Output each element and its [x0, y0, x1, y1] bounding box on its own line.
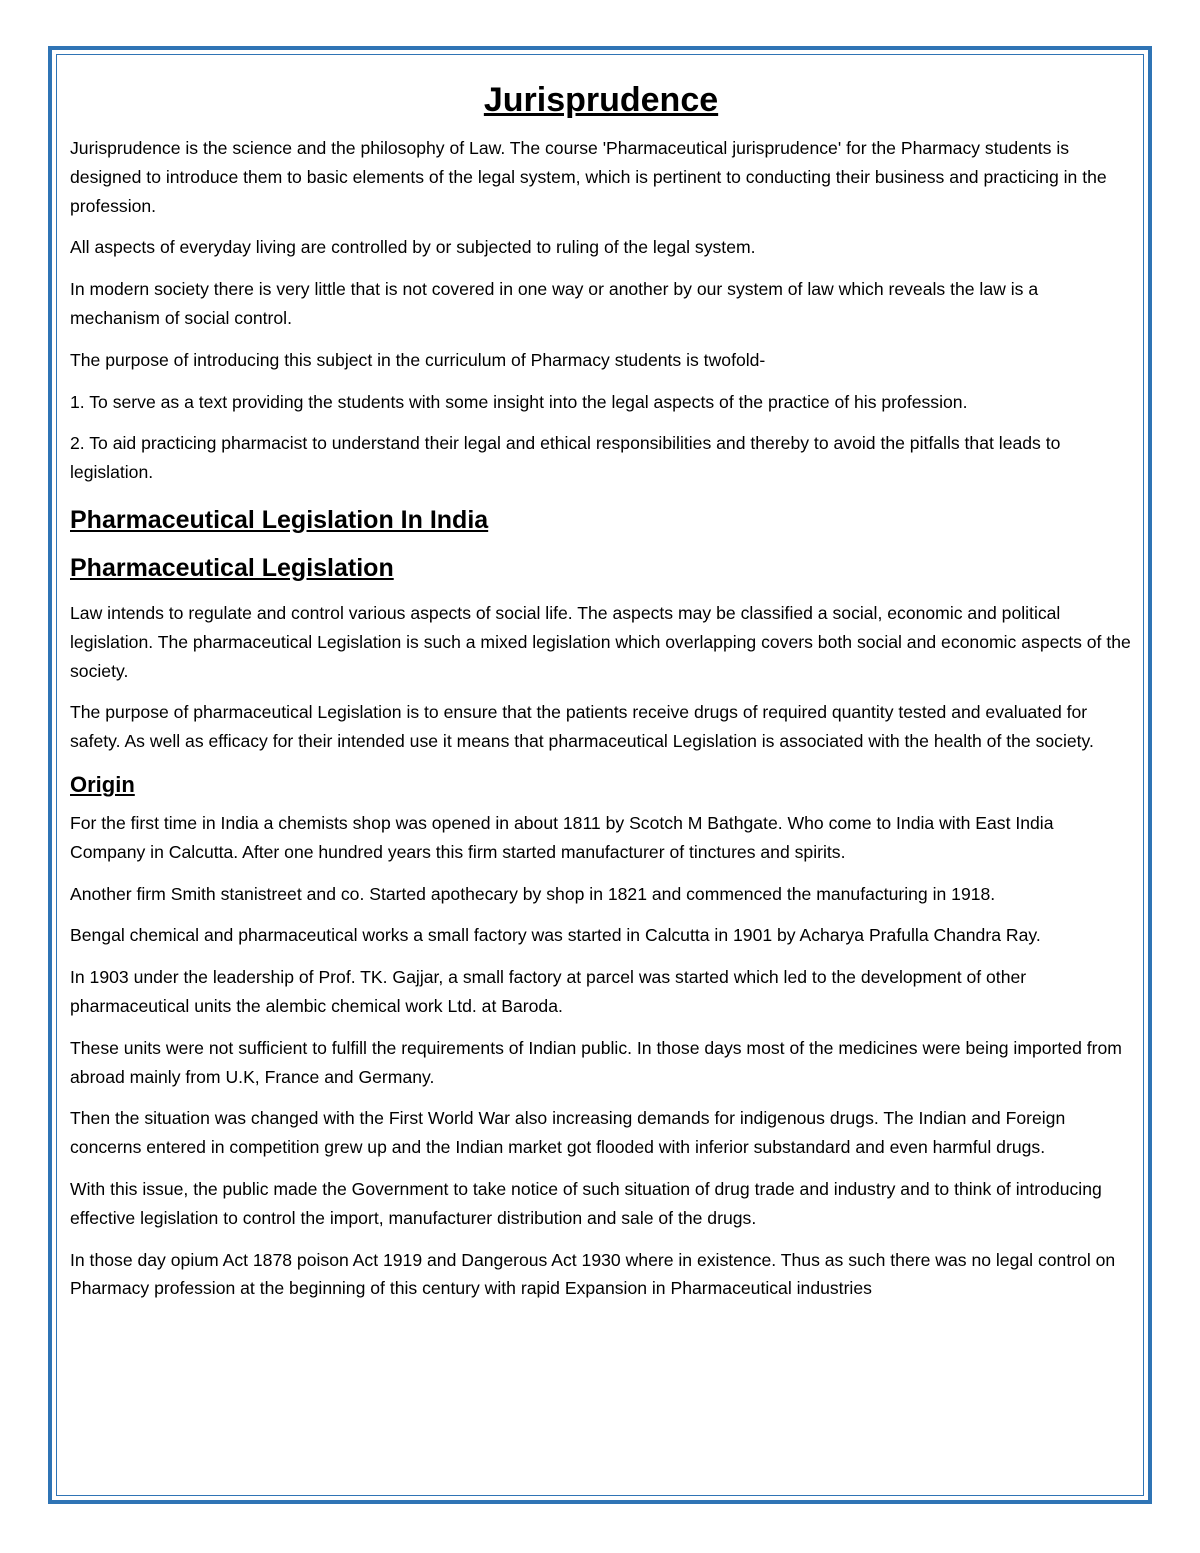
document-title: Jurisprudence: [483, 81, 719, 119]
paragraph-origin-1: For the first time in India a chemists shop was opened in about 1811 by Scotch M Bathgate. Who come to India with East India Company in Calcutta. After one hundred years this firm started manufacturer of tinctures and spirits.: [70, 812, 1054, 862]
paragraph-intro-6: 2. To aid practicing pharmacist to understand their legal and ethical responsibilities and thereby to avoid the pitfalls that leads to legislation.: [70, 433, 1061, 483]
paragraph-origin-4: In 1903 under the leadership of Prof. TK. Gajjar, a small factory at parcel was started which led to the development of other pharmaceutical units the alembic chemical work Ltd. at Baroda.: [70, 967, 1027, 1016]
paragraph-intro-4: The purpose of introducing this subject in the curriculum of Pharmacy students is twofold-: [70, 349, 766, 370]
paragraph-intro-2: All aspects of everyday living are controlled by or subjected to ruling of the legal system.: [70, 237, 756, 258]
paragraph-origin-3: Bengal chemical and pharmaceutical works a small factory was started in Calcutta in 1901 by Acharya Prafulla Chandra Ray.: [70, 925, 1041, 946]
heading-legislation-in-india: Pharmaceutical Legislation In India: [70, 505, 489, 534]
paragraph-origin-8: In those day opium Act 1878 poison Act 1919 and Dangerous Act 1930 where in existence. Thus as such there was no legal control on Pharmacy profession at the beginning of this century with rapid Expansion in Pharmaceutical industries: [70, 1249, 1116, 1299]
paragraph-legislation-1: Law intends to regulate and control various aspects of social life. The aspects may be classified a social, economic and political legislation. The pharmaceutical Legislation is such a mixed legislation which overlapping covers both social and economic aspects of the society.: [70, 602, 1131, 681]
paragraph-origin-7: With this issue, the public made the Government to take notice of such situation of drug trade and industry and to think of introducing effective legislation to control the import, manufacturer distribution and sale of the drugs.: [70, 1178, 1102, 1228]
document-body: [70, 78, 1132, 1316]
paragraph-legislation-2: The purpose of pharmaceutical Legislation is to ensure that the patients receive drugs of required quantity tested and evaluated for safety. As well as efficacy for their intended use it means that pharmaceutical Legislation is associated with the health of the society.: [70, 702, 1094, 752]
paragraph-intro-1: Jurisprudence is the science and the philosophy of Law. The course 'Pharmaceutical jurisprudence' for the Pharmacy students is designed to introduce them to basic elements of the legal system, which is pertinent to conducting their business and practicing in the profession.: [70, 138, 1107, 216]
paragraph-origin-2: Another firm Smith stanistreet and co. Started apothecary by shop in 1821 and commenced the manufacturing in 1918.: [70, 883, 996, 904]
paragraph-origin-6: Then the situation was changed with the First World War also increasing demands for indigenous drugs. The Indian and Foreign concerns entered in competition grew up and the Indian market got flooded with inferior substandard and even harmful drugs.: [70, 1108, 1066, 1158]
paragraph-intro-5: 1. To serve as a text providing the students with some insight into the legal aspects of the practice of his profession.: [70, 391, 968, 412]
heading-pharmaceutical-legislation: Pharmaceutical Legislation: [70, 553, 394, 582]
heading-origin: Origin: [70, 771, 135, 797]
paragraph-intro-3: In modern society there is very little that is not covered in one way or another by our system of law which reveals the law is a mechanism of social control.: [70, 279, 1039, 328]
paragraph-origin-5: These units were not sufficient to fulfill the requirements of Indian public. In those days most of the medicines were being imported from abroad mainly from U.K, France and Germany.: [70, 1037, 1122, 1087]
